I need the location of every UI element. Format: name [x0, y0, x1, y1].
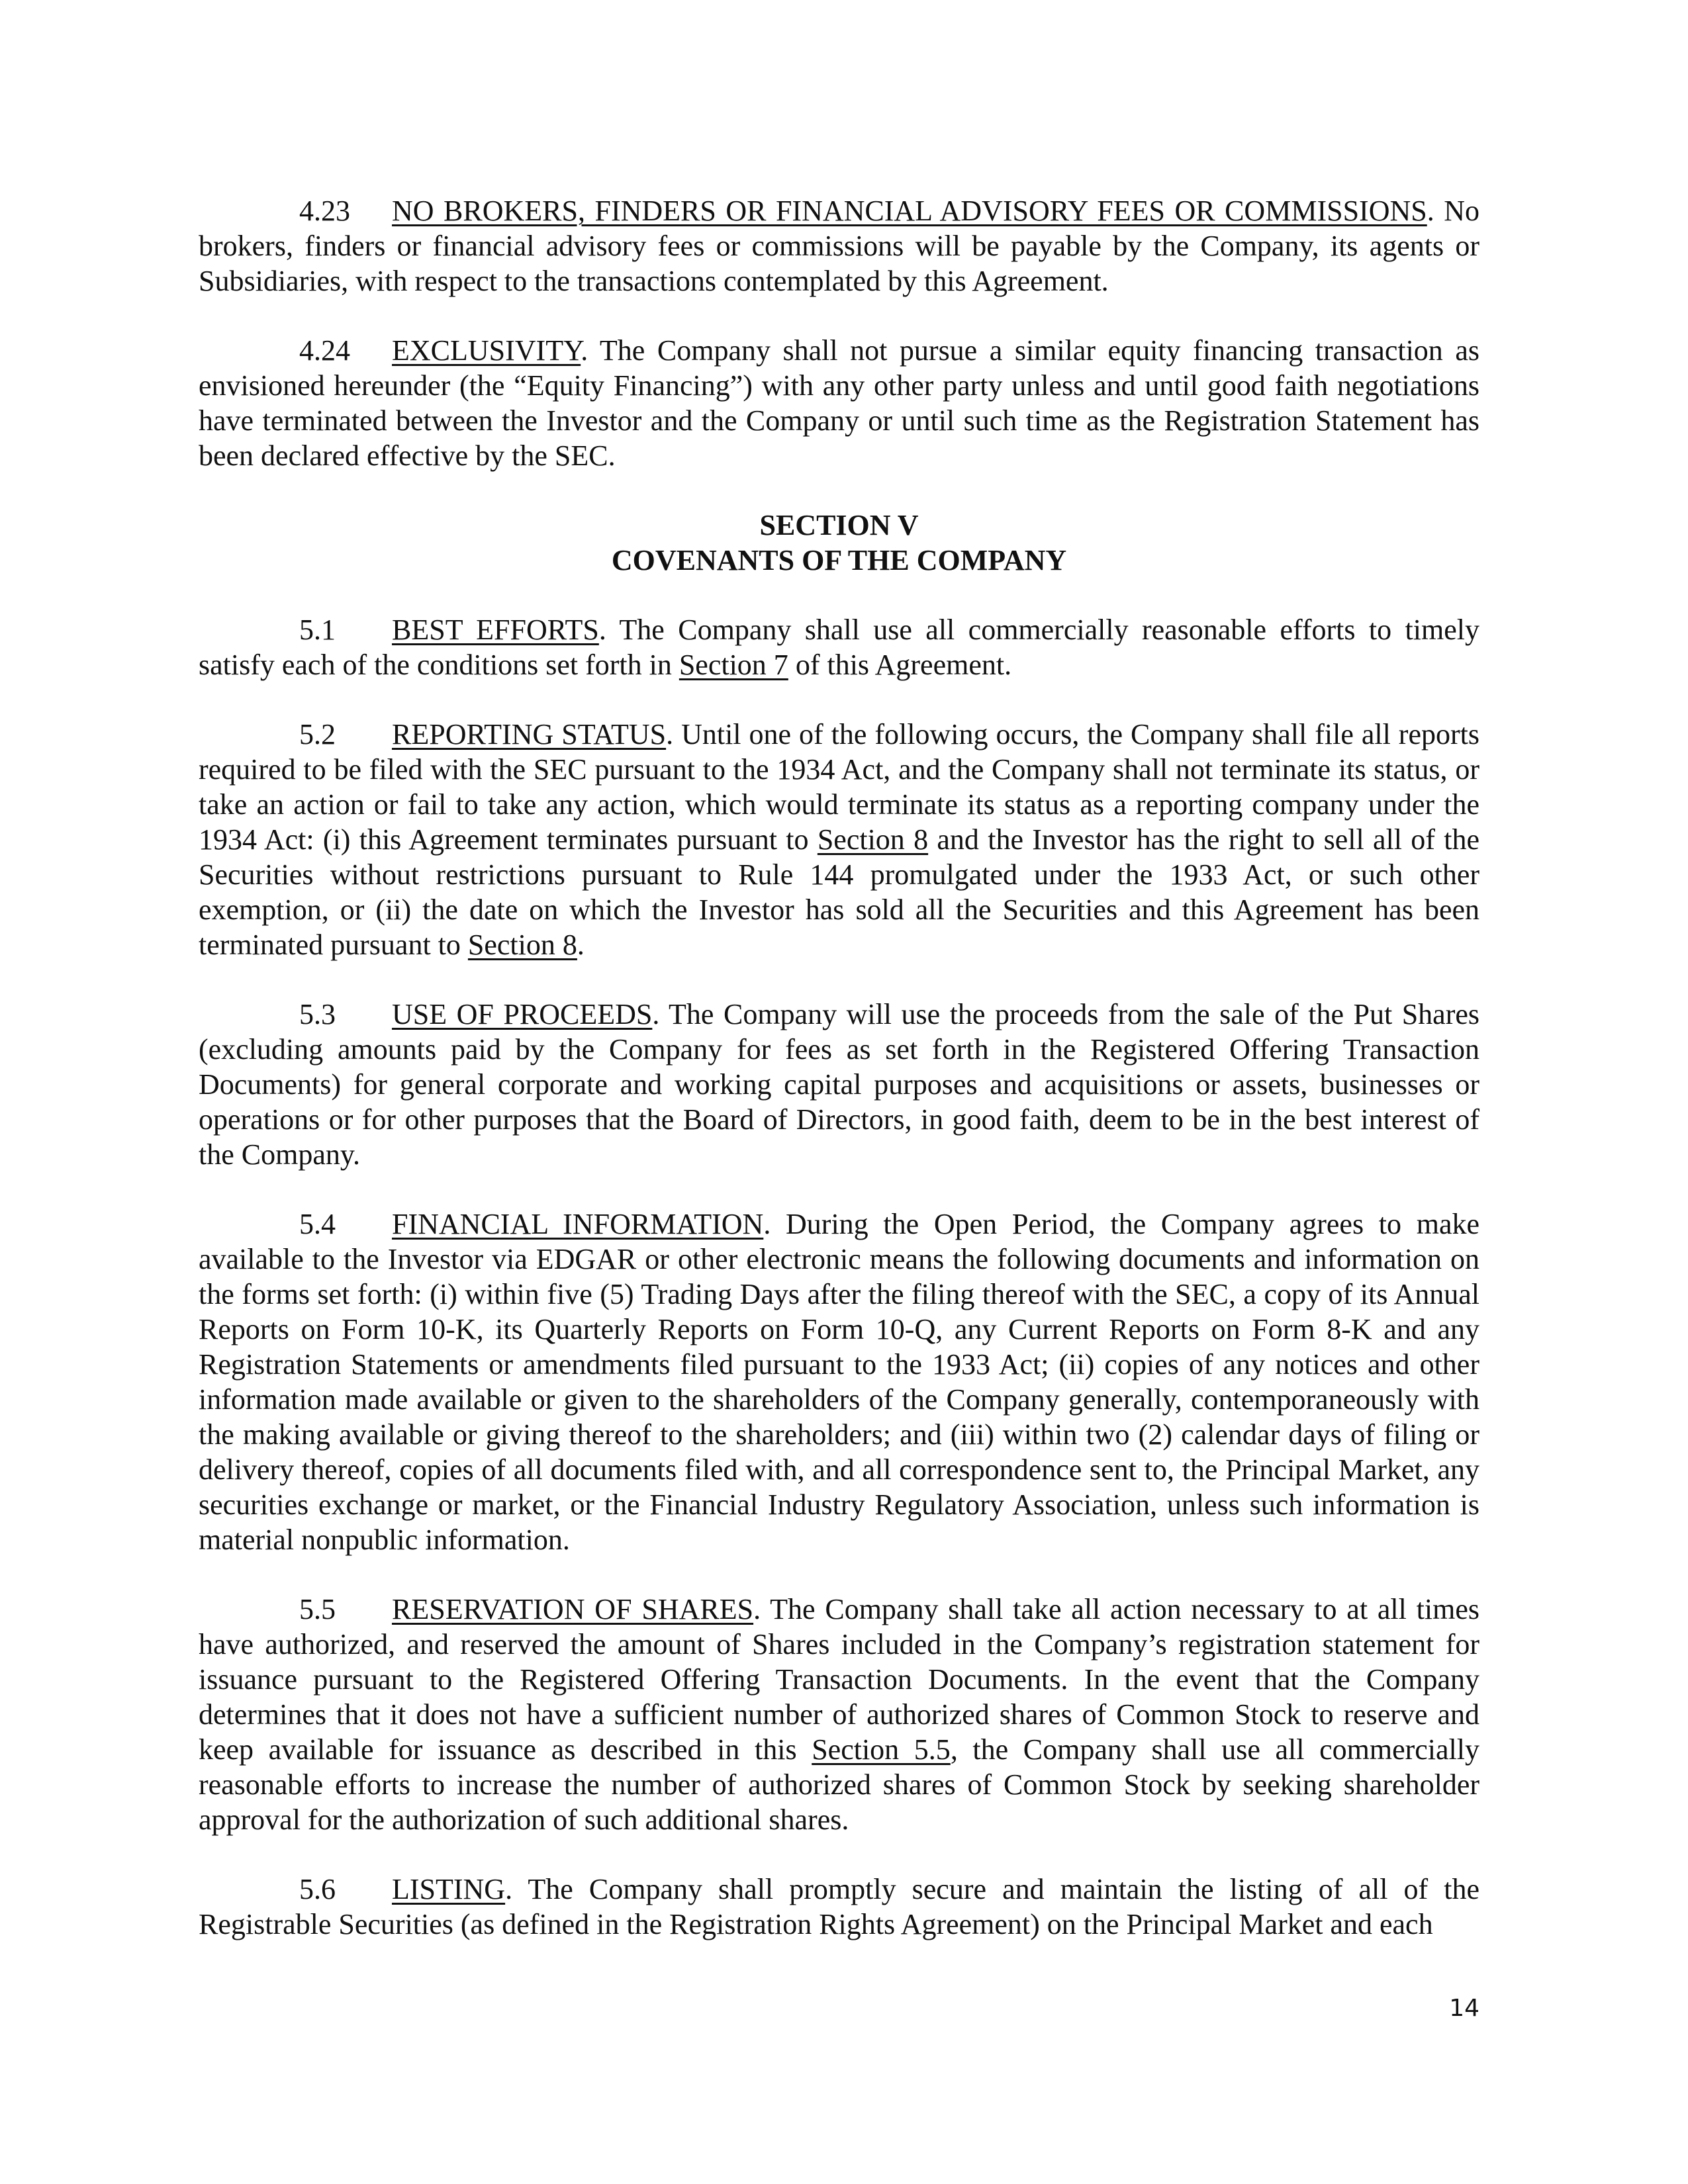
clause-5-5	[199, 1592, 1479, 1837]
section-heading	[199, 508, 1479, 578]
section-reference: Section 8	[817, 823, 929, 856]
clause-number: 5.3	[299, 998, 336, 1030]
clause-heading: RESERVATION OF SHARES	[392, 1593, 754, 1625]
clause-heading: LISTING	[392, 1873, 506, 1905]
clause-text: . The Company will use the proceeds from the sale of the Put Shares (excluding amounts paid by the Company for fees as set forth in the Registered Offering Transaction Documents) for general corporate and working capital purposes and acquisitions or assets, businesses or operations or for other purposes that the Board of Directors, in good faith, deem to be in the best interest of the Company.	[199, 998, 1480, 1171]
clause-text: . The Company shall promptly secure and maintain the listing of all of the Registrable Securities (as defined in the Registration Rights Agreement) on the Principal Market and each	[199, 1873, 1479, 1940]
clause-text: of this Agreement.	[788, 649, 1012, 681]
clause-number: 4.23	[299, 195, 350, 227]
clause-text: . No brokers, finders or financial advisory fees or commissions will be payable by the Company, its agents or Subsidiaries, with respect to the transactions contemplated by this Agreement.	[199, 195, 1479, 297]
clause-number: 4.24	[299, 334, 350, 367]
clause-heading: USE OF PROCEEDS	[392, 998, 653, 1030]
clause-heading: NO BROKERS, FINDERS OR FINANCIAL ADVISORY FEES OR COMMISSIONS	[392, 195, 1427, 227]
section-reference: Section 7	[679, 649, 788, 681]
clause-5-3	[199, 997, 1479, 1172]
clause-text: . The Company shall not pursue a similar equity financing transaction as envisioned hereunder (the “Equity Financing”) with any other party unless and until good faith negotiations have terminated between the Investor and the Company or until such time as the Registration Statement has been declared effective by the SEC.	[199, 334, 1479, 472]
clause-number: 5.5	[299, 1593, 336, 1625]
clause-4-24	[199, 333, 1479, 473]
clause-4-23	[199, 193, 1479, 298]
clause-number: 5.2	[299, 718, 336, 751]
clause-number: 5.1	[299, 614, 336, 646]
clause-text: .	[577, 929, 585, 961]
clause-5-2	[199, 717, 1479, 962]
section-reference: Section 8	[467, 929, 577, 961]
clause-number: 5.4	[299, 1208, 336, 1240]
clause-text: and the Investor has the right to sell all of the Securities without restrictions pursuant to Rule 144 promulgated under the 1933 Act, or such other exemption, or (ii) the date on which the Investor has sold all the Securities and this Agreement has been terminated pursuant to	[199, 823, 1480, 961]
clause-text: . During the Open Period, the Company agrees to make available to the Investor via EDGAR or other electronic means the following documents and information on the forms set forth: (i) within five (5) Trading Days after the filing thereof with the SEC, a copy of its Annual Reports on Form 10-K, its Quarterly Reports on Form 10-Q, any Current Reports on Form 8-K and any Registration Statements or amendments filed pursuant to the 1933 Act; (ii) copies of any notices and other information made available or given to the shareholders of the Company generally, contemporaneously with the making available or giving thereof to the shareholders; and (iii) within two (2) calendar days of filing or delivery thereof, copies of all documents filed with, and all correspondence sent to, the Principal Market, any securities exchange or market, or the Financial Industry Regulatory Association, unless such information is material nonpublic information.	[199, 1208, 1479, 1556]
clause-heading: BEST EFFORTS	[392, 614, 599, 646]
clause-text: . Until one of the following occurs, the Company shall file all reports required to be filed with the SEC pursuant to the 1934 Act, and the Company shall not terminate its status, or take an action or fail to take any action, which would terminate its status as a reporting company under the 1934 Act: (i) this Agreement terminates pursuant to	[199, 718, 1479, 856]
clause-heading: FINANCIAL INFORMATION	[392, 1208, 764, 1240]
clause-text: . The Company shall use all commercially reasonable efforts to timely satisfy each of the conditions set forth in	[199, 614, 1479, 681]
section-number: SECTION V	[759, 509, 919, 541]
document-body	[199, 193, 1479, 1942]
clause-number: 5.6	[299, 1873, 336, 1905]
page-number: 14	[1449, 1995, 1479, 2022]
section-reference: Section 5.5	[812, 1733, 951, 1766]
clause-heading: REPORTING STATUS	[392, 718, 667, 751]
section-title: COVENANTS OF THE COMPANY	[611, 544, 1067, 576]
clause-text: . The Company shall take all action necessary to at all times have authorized, and reserved the amount of Shares included in the Company’s registration statement for issuance pursuant to the Registered Offering Transaction Documents. In the event that the Company determines that it does not have a sufficient number of authorized shares of Common Stock to reserve and keep available for issuance as described in this	[199, 1593, 1479, 1766]
clause-5-6	[199, 1872, 1479, 1942]
clause-5-4	[199, 1206, 1479, 1557]
clause-heading: EXCLUSIVITY	[392, 334, 581, 367]
clause-text: , the Company shall use all commercially reasonable efforts to increase the number of authorized shares of Common Stock by seeking shareholder approval for the authorization of such additional shares.	[199, 1733, 1480, 1836]
clause-5-1	[199, 612, 1479, 682]
